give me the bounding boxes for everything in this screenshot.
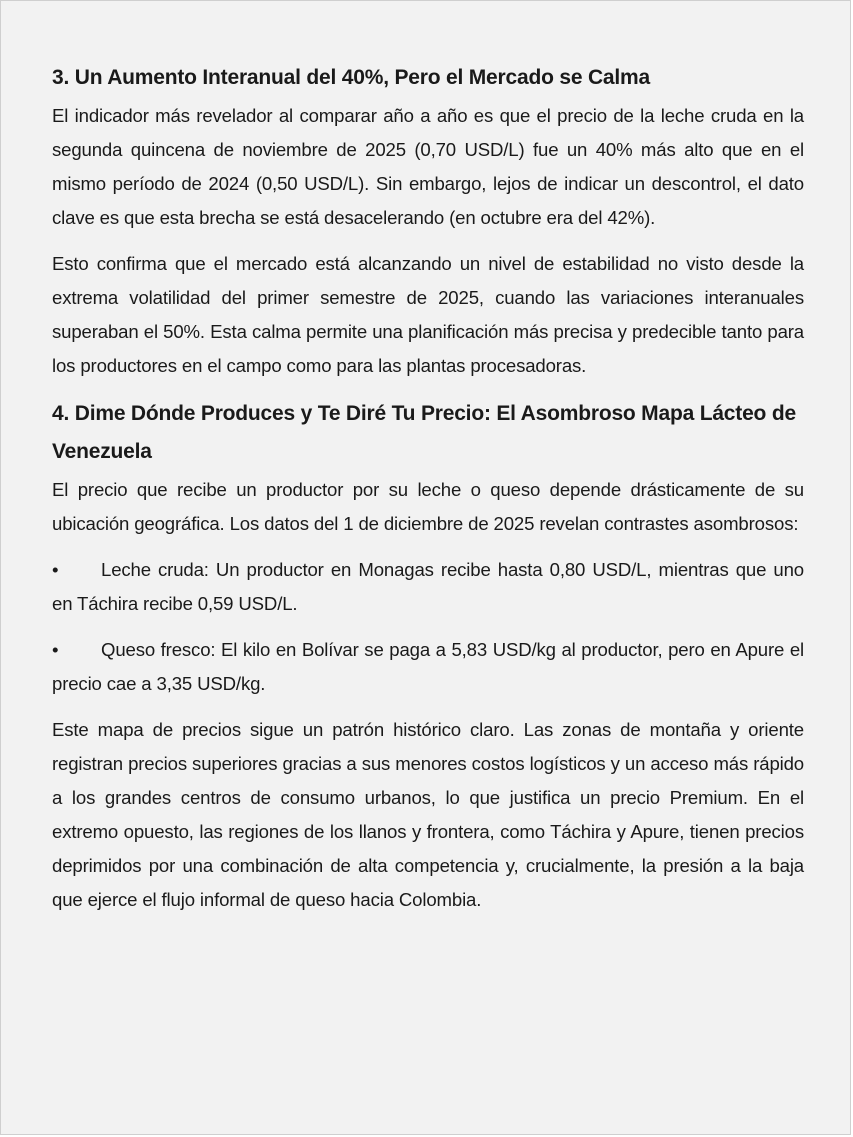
section-3-paragraph-2: Esto confirma que el mercado está alcanzando un nivel de estabilidad no visto desde la extrema volatilidad del primer semestre de 2025, cuando las variaciones interanuales superaban el 50%. Esta calma permite una planificación más precisa y predecible tanto para los productores en el campo como para las plantas procesadoras. [52, 253, 804, 376]
section-3-heading: 3. Un Aumento Interanual del 40%, Pero el Mercado se Calma [52, 66, 650, 89]
bullet-item-queso [52, 633, 804, 701]
bullet-text: Queso fresco: El kilo en Bolívar se paga a 5,83 USD/kg al productor, pero en Apure el precio cae a 3,35 USD/kg. [52, 639, 804, 694]
section-3-paragraph-1: El indicador más revelador al comparar año a año es que el precio de la leche cruda en la segunda quincena de noviembre de 2025 (0,70 USD/L) fue un 40% más alto que en el mismo período de 2024 (0,50 USD/L). Sin embargo, lejos de indicar un descontrol, el dato clave es que esta brecha se está desacelerando (en octubre era del 42%). [52, 105, 804, 228]
bullet-text: Leche cruda: Un productor en Monagas recibe hasta 0,80 USD/L, mientras que uno en Táchira recibe 0,59 USD/L. [52, 559, 804, 614]
bullet-item-leche [52, 553, 804, 621]
document-content [52, 59, 804, 929]
bullet-marker: • [52, 639, 59, 660]
section-4-heading: 4. Dime Dónde Produces y Te Diré Tu Precio: El Asombroso Mapa Lácteo de Venezuela [52, 402, 796, 463]
section-4-closing: Este mapa de precios sigue un patrón histórico claro. Las zonas de montaña y oriente registran precios superiores gracias a sus menores costos logísticos y un acceso más rápido a los grandes centros de consumo urbanos, lo que justifica un precio Premium. En el extremo opuesto, las regiones de los llanos y frontera, como Táchira y Apure, tienen precios deprimidos por una combinación de alta competencia y, crucialmente, la presión a la baja que ejerce el flujo informal de queso hacia Colombia. [52, 719, 804, 910]
section-4-intro: El precio que recibe un productor por su leche o queso depende drásticamente de su ubicación geográfica. Los datos del 1 de diciembre de 2025 revelan contrastes asombrosos: [52, 479, 804, 534]
bullet-marker: • [52, 559, 59, 580]
